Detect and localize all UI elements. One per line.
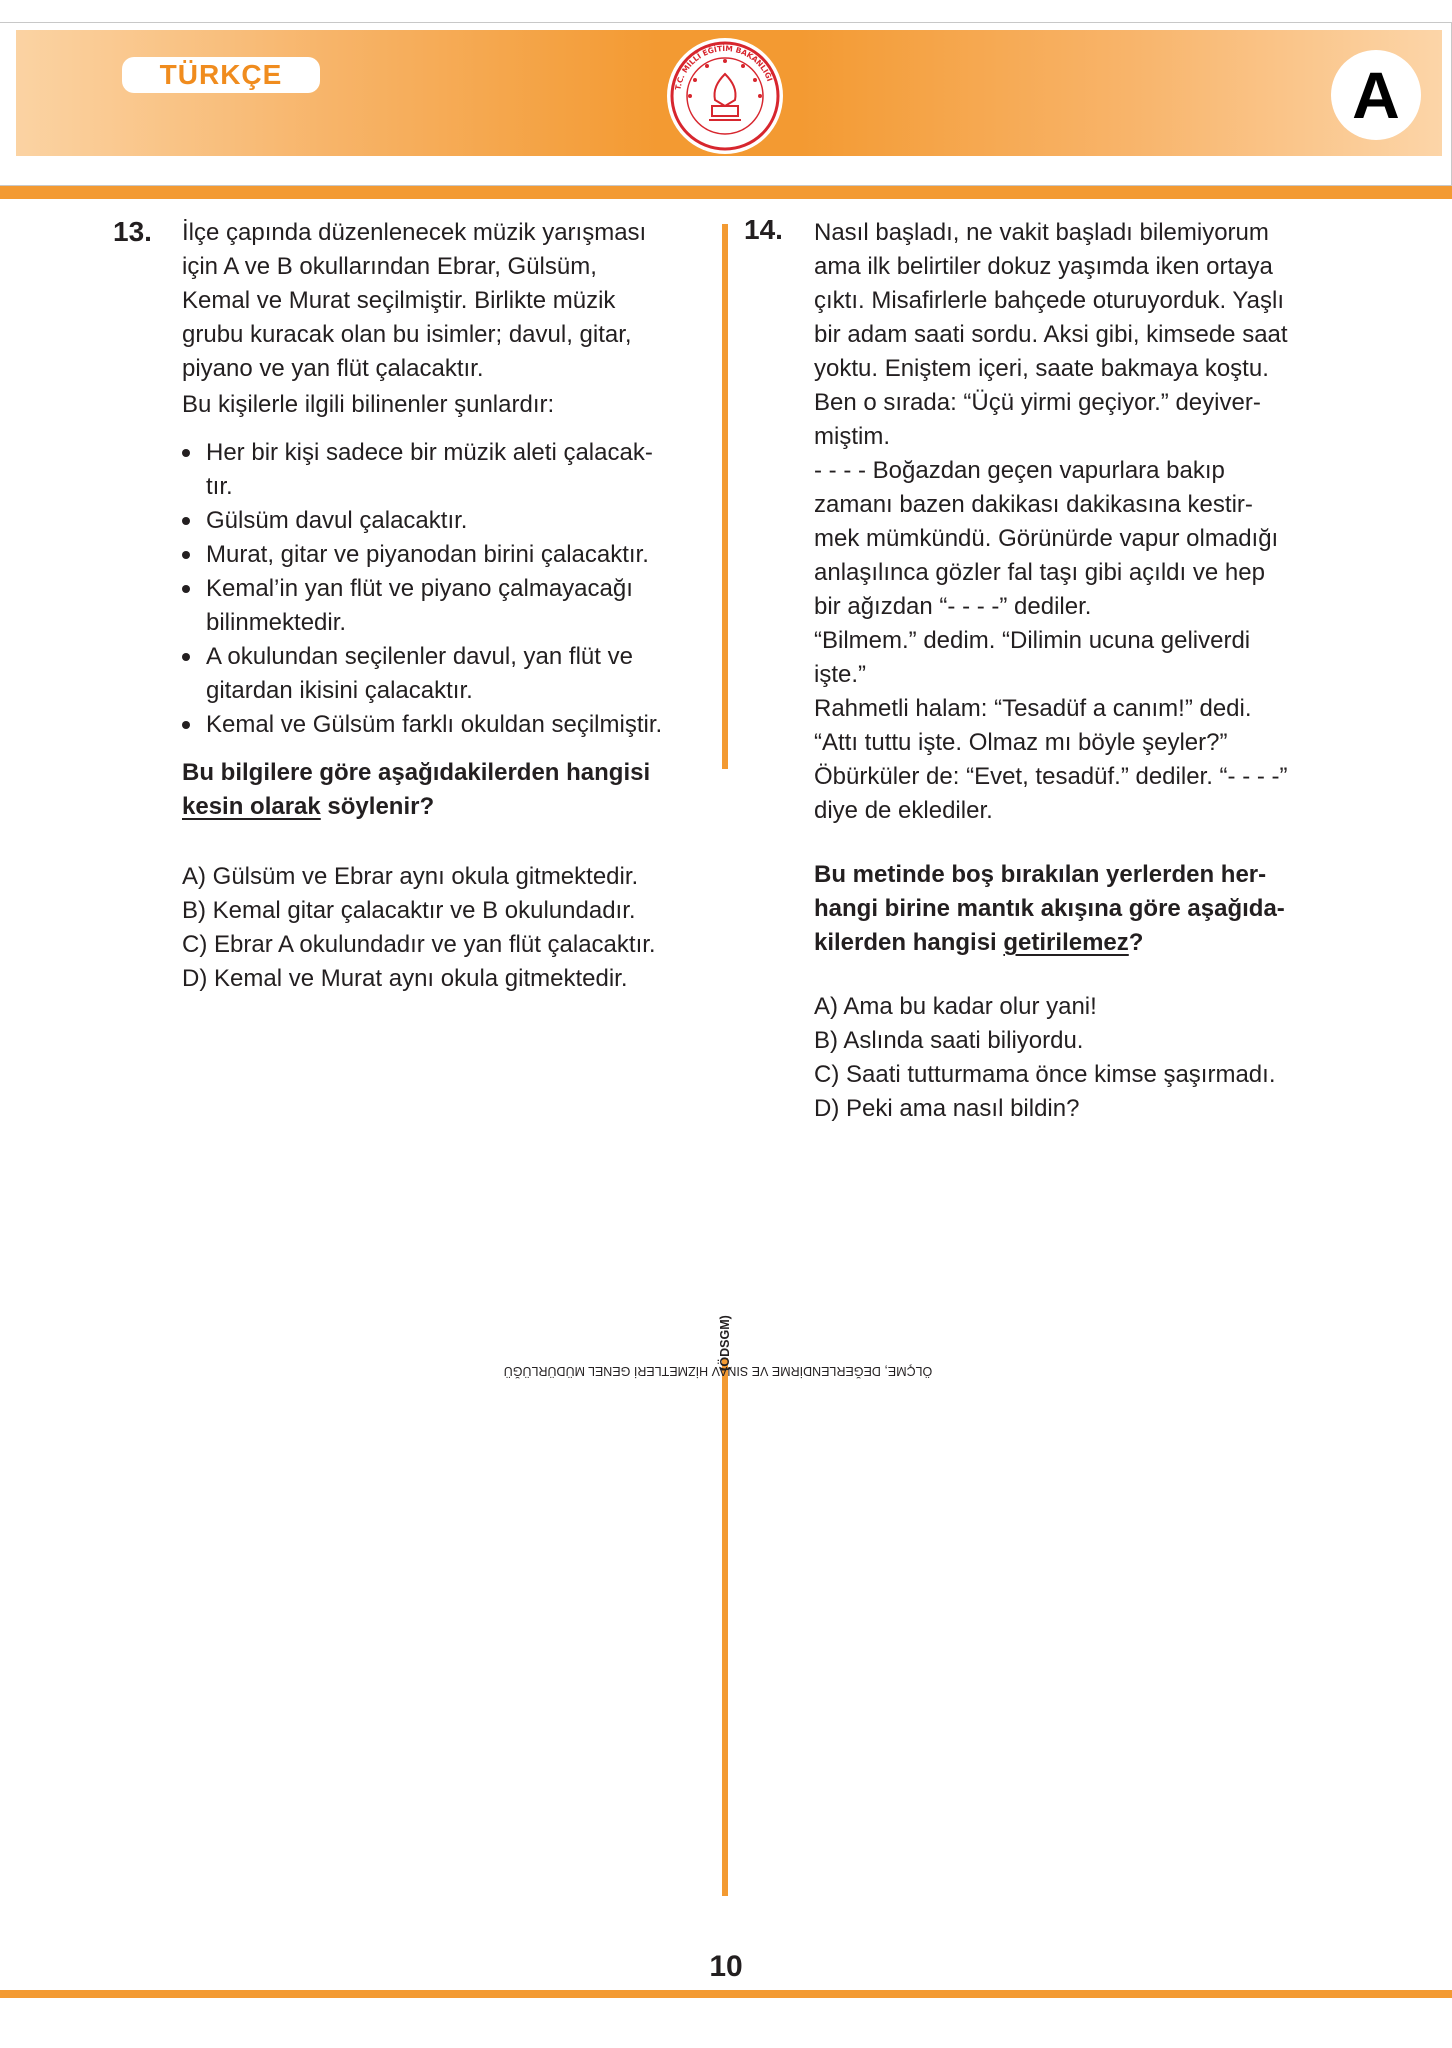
q14-text-line: Ben o sırada: “Üçü yirmi geçiyor.” deyiver-	[814, 389, 1261, 416]
q14-option-b[interactable]: B) Aslında saati biliyordu.	[814, 1027, 1084, 1054]
q13-intro-line: İlçe çapında düzenlenecek müzik yarışması	[182, 219, 647, 246]
q14-text-line: ama ilk belirtiler dokuz yaşımda iken ortaya	[814, 253, 1273, 280]
q14-text-line: Rahmetli halam: “Tesadüf a canım!” dedi.	[814, 695, 1252, 722]
q13-question-stem	[182, 756, 722, 824]
q13-intro-line: Kemal ve Murat seçilmiştir. Birlikte müzik	[182, 287, 616, 314]
svg-text:T.C. MİLLÎ EĞİTİM BAKANLIĞI: T.C. MİLLÎ EĞİTİM BAKANLIĞI	[673, 43, 775, 91]
q14-text-line: bir ağızdan “- - - -” dediler.	[814, 593, 1092, 620]
q13-stem-line: Bu bilgilere göre aşağıdakilerden hangisi	[182, 759, 651, 786]
q14-options	[814, 990, 1374, 1126]
q14-stem-underlined: getirilemez	[1003, 929, 1129, 956]
q14-stem-line: hangi birine mantık akışına göre aşağıda-	[814, 895, 1285, 922]
q13-option-b[interactable]: B) Kemal gitar çalacaktır ve B okulundadır.	[182, 897, 636, 924]
q14-option-d[interactable]: D) Peki ama nasıl bildin?	[814, 1095, 1080, 1122]
q14-text-line: bir adam saati sordu. Aksi gibi, kimsede saat	[814, 321, 1288, 348]
q13-intro-line: piyano ve yan flüt çalacaktır.	[182, 355, 484, 382]
subject-label: TÜRKÇE	[122, 57, 320, 93]
q14-stem-line: Bu metinde boş bırakılan yerlerden her-	[814, 861, 1267, 888]
q14-text-line: mek mümkündü. Görünürde vapur olmadığı	[814, 525, 1279, 552]
q14-option-a[interactable]: A) Ama bu kadar olur yani!	[814, 993, 1097, 1020]
header-divider	[0, 186, 1452, 199]
q13-stem-line	[182, 790, 722, 824]
q14-text-line: “Attı tuttu işte. Olmaz mı böyle şeyler?”	[814, 729, 1228, 756]
q14-text-line: yoktu. Eniştem içeri, saate bakmaya koştu.	[814, 355, 1269, 382]
q13-options	[182, 860, 722, 996]
q13-option-a[interactable]: A) Gülsüm ve Ebrar aynı okula gitmektedir.	[182, 863, 639, 890]
q14-option-c[interactable]: C) Saati tutturmama önce kimse şaşırmadı.	[814, 1061, 1276, 1088]
q13-option-d[interactable]: D) Kemal ve Murat aynı okula gitmektedir.	[182, 965, 628, 992]
q13-option-c[interactable]: C) Ebrar A okulundadır ve yan flüt çalacaktır.	[182, 931, 656, 958]
q14-stem-pre: kilerden hangisi	[814, 929, 1004, 956]
q14-text-line: Öbürküler de: “Evet, tesadüf.” dediler. “- - - -”	[814, 763, 1288, 790]
column-divider-top	[722, 224, 728, 769]
column-divider-bottom	[722, 1358, 728, 1896]
question-14-number: 14.	[744, 214, 783, 245]
q13-stem-underlined: kesin olarak	[182, 793, 321, 820]
footer-bar	[0, 1990, 1452, 1998]
q13-condition: Her bir kişi sadece bir müzik aleti çalacak- tır.	[182, 436, 722, 504]
q13-condition: Gülsüm davul çalacaktır.	[182, 504, 722, 538]
q13-condition: Kemal’in yan flüt ve piyano çalmayacağı bilinmektedir.	[182, 572, 722, 640]
q14-text-line: “Bilmem.” dedim. “Dilimin ucuna geliverdi	[814, 627, 1251, 654]
institution-abbreviation: (ÖDSGM)	[718, 1315, 732, 1371]
q13-intro-line: grubu kuracak olan bu isimler; davul, gitar,	[182, 321, 632, 348]
q13-condition: Murat, gitar ve piyanodan birini çalacaktır.	[182, 538, 722, 572]
q13-conditions-list	[182, 436, 722, 742]
question-14	[814, 216, 1374, 1126]
institution-name: ÖLÇME, DEĞERLENDİRME VE SINAV HİZMETLERİ GENEL MÜDÜRLÜĞÜ	[503, 1363, 933, 1378]
q14-text-line: anlaşılınca gözler fal taşı gibi açıldı ve hep	[814, 559, 1265, 586]
q14-stem-tail: ?	[1128, 929, 1144, 956]
booklet-type-badge: A	[1331, 50, 1421, 140]
q14-text-line: zamanı bazen dakikası dakikasına kestir-	[814, 491, 1253, 518]
ministry-seal-icon	[665, 36, 785, 156]
q14-question-stem	[814, 858, 1374, 960]
question-13	[182, 216, 722, 996]
page-number: 10	[709, 1950, 743, 1983]
q14-text-line: çıktı. Misafirlerle bahçede oturuyorduk. Yaşlı	[814, 287, 1284, 314]
q14-text-line: Nasıl başladı, ne vakit başladı bilemiyorum	[814, 219, 1269, 246]
q13-intro-line: için A ve B okullarından Ebrar, Gülsüm,	[182, 253, 597, 280]
q13-stem-tail: söylenir?	[320, 793, 435, 820]
q14-text-line: diye de eklediler.	[814, 797, 993, 824]
q14-text-line: işte.”	[814, 661, 867, 688]
q14-stem-line	[814, 926, 1374, 960]
question-13-number: 13.	[113, 216, 152, 247]
q13-known-label: Bu kişilerle ilgili bilinenler şunlardır:	[182, 391, 555, 418]
q13-condition: A okulundan seçilenler davul, yan flüt ve gitardan ikisini çalacaktır.	[182, 640, 722, 708]
q14-text-line: - - - - Boğazdan geçen vapurlara bakıp	[814, 457, 1225, 484]
q14-text-line: miştim.	[814, 423, 890, 450]
q13-condition: Kemal ve Gülsüm farklı okuldan seçilmiştir.	[182, 708, 722, 742]
